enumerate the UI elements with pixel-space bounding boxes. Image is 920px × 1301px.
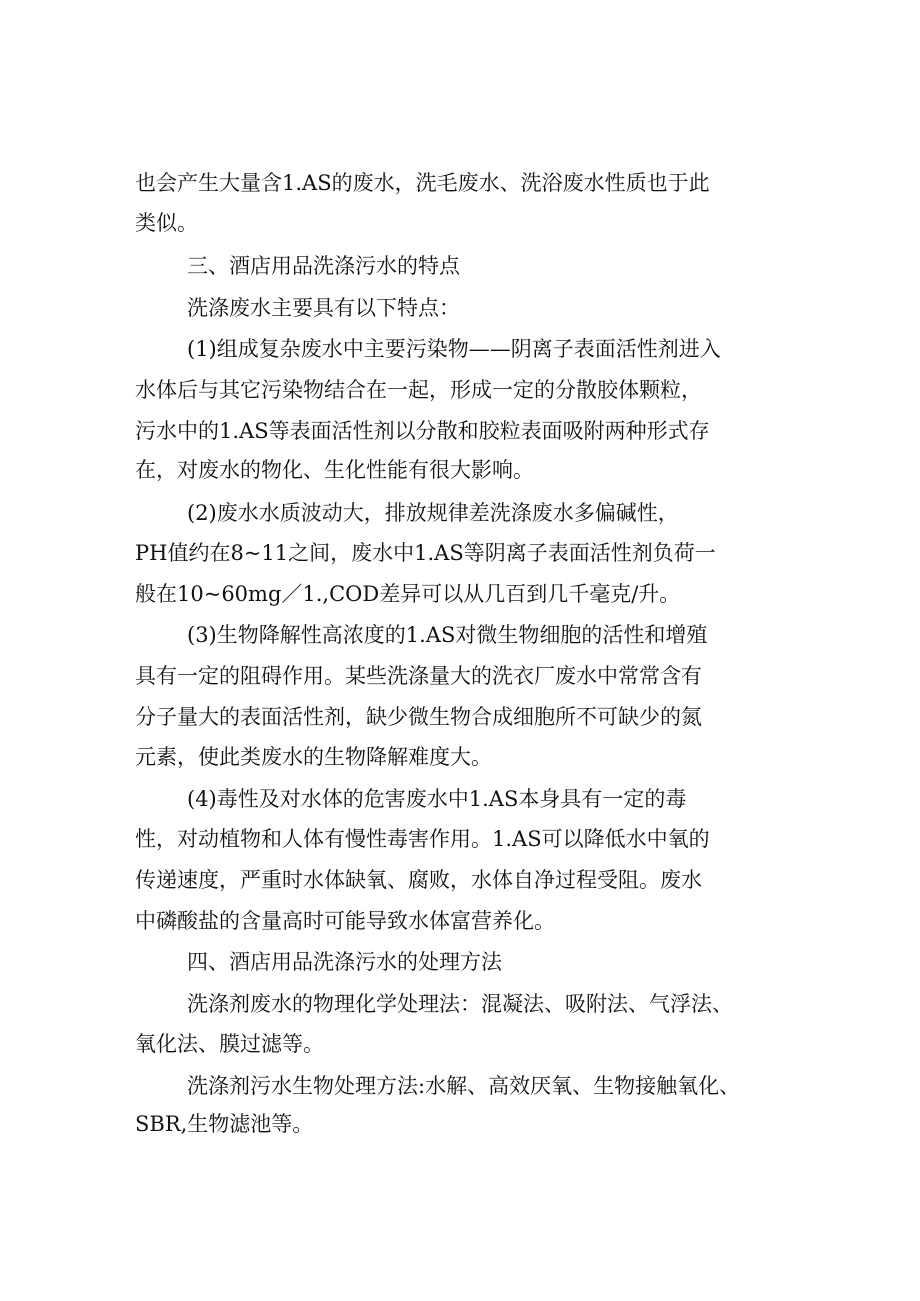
text-line: 洗涤剂污水生物处理方法:水解、高效厌氧、生物接触氧化、 [187, 1074, 741, 1098]
text-line: 洗涤剂废水的物理化学处理法：混凝法、吸附法、气浮法、 [187, 992, 733, 1016]
text-line: 元素，使此类废水的生物降解难度大。 [135, 745, 492, 769]
text-line: 也会产生大量含1.AS的废水，洗毛废水、洗浴废水性质也于此 [135, 171, 710, 195]
section-heading: 三、酒店用品洗涤污水的特点 [187, 254, 460, 278]
text-line: 在，对废水的物化、生化性能有很大影响。 [135, 458, 534, 482]
text-line: PH值约在8~11之间，废水中1.AS等阴离子表面活性剂负荷一 [135, 541, 716, 565]
text-line: (3)生物降解性高浓度的1.AS对微生物细胞的活性和增殖 [187, 623, 708, 647]
text-line: 污水中的1.AS等表面活性剂以分散和胶粒表面吸附两种形式存 [135, 419, 710, 443]
text-line: 洗涤废水主要具有以下特点： [187, 296, 460, 320]
text-line: 传递速度，严重时水体缺氧、腐败，水体自净过程受阻。废水 [135, 868, 702, 892]
text-line: 类似。 [135, 211, 198, 235]
text-line: 中磷酸盐的含量高时可能导致水体富营养化。 [135, 909, 555, 933]
text-line: (4)毒性及对水体的危害废水中1.AS本身具有一定的毒 [187, 787, 687, 811]
text-line: 具有一定的阻碍作用。某些洗涤量大的洗衣厂废水中常常含有 [135, 664, 702, 688]
section-heading: 四、酒店用品洗涤污水的处理方法 [187, 950, 502, 974]
text-line: SBR,生物滤池等。 [135, 1112, 314, 1136]
text-line: (1)组成复杂废水中主要污染物——阴离子表面活性剂进入 [187, 337, 721, 361]
text-line: 氧化法、膜过滤等。 [135, 1032, 324, 1056]
text-line: 分子量大的表面活性剂，缺少微生物合成细胞所不可缺少的氮 [135, 705, 702, 729]
text-line: 性，对动植物和人体有慢性毒害作用。1.AS可以降低水中氧的 [135, 827, 710, 851]
text-line: 般在10~60mg／1.,COD差异可以从几百到几千毫克/升。 [135, 582, 681, 606]
text-line: (2)废水水质波动大，排放规律差洗涤废水多偏碱性， [187, 501, 679, 525]
text-line: 水体后与其它污染物结合在一起，形成一定的分散胶体颗粒， [135, 378, 702, 402]
